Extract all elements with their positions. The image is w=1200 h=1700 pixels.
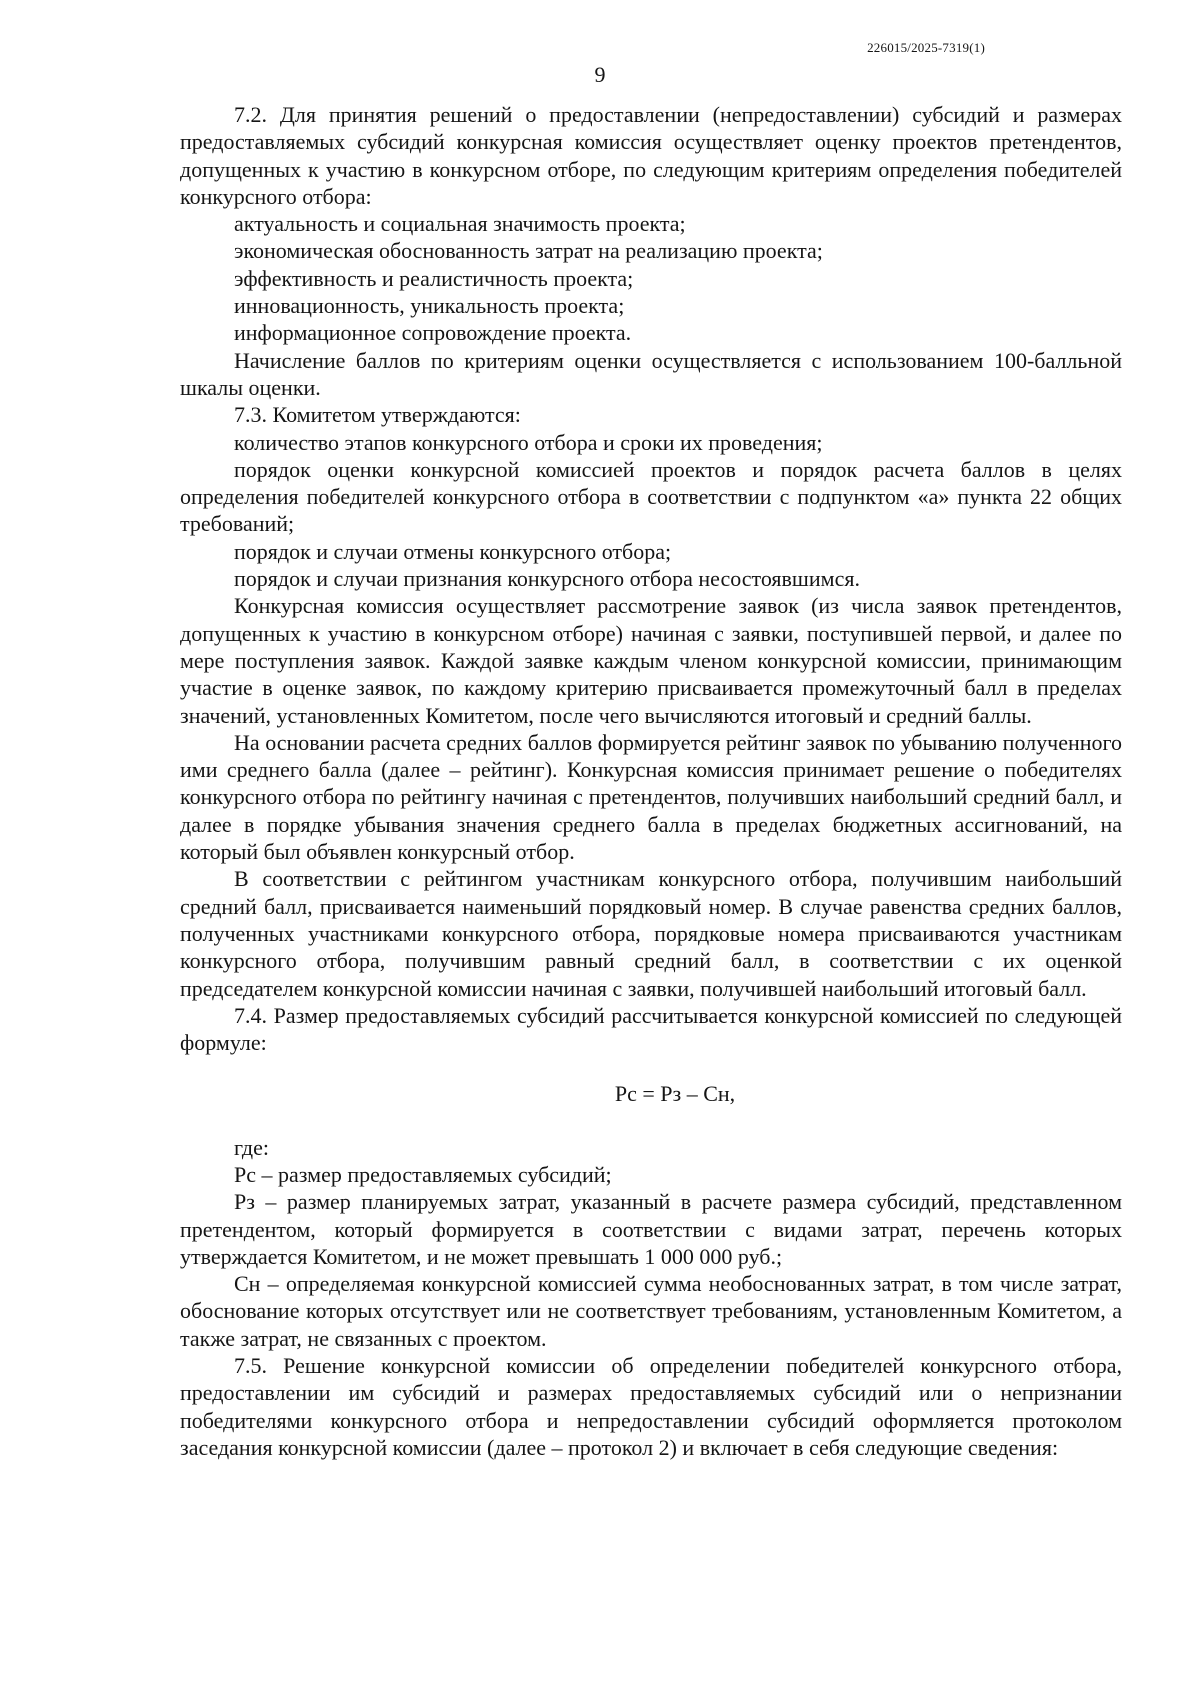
definition-item: Сн – определяемая конкурсной комиссией сумма необоснованных затрат, в том числе затрат, обоснование которых отсутствует или не соответствует требованиям, установленным Комитетом, а также затрат, не связанных с проектом. (180, 1271, 1122, 1351)
paragraph-7-5: 7.5. Решение конкурсной комиссии об определении победителей конкурсного отбора, предоставлении им субсидий и размерах предоставляемых субсидий или о непризнании победителями конкурсного отбора и непредоставлении субсидий оформляется протоколом заседания конкурсной комиссии (далее – протокол 2) и включает в себя следующие сведения: (180, 1353, 1122, 1460)
where-label: где: (234, 1134, 269, 1160)
definition-item: Рс – размер предоставляемых субсидий; (234, 1161, 612, 1187)
rating-paragraph: На основании расчета средних баллов формируется рейтинг заявок по убыванию полученного ими среднего балла (далее – рейтинг). Конкурсная комиссия принимает решение о победителях конкурсного отбора по рейтингу начиная с претендентов, получивших наибольший средний балл, и далее в порядке убывания значения среднего балла в пределах бюджетных ассигнований, на который был объявлен конкурсный отбор. (180, 729, 1122, 865)
definition-item: Рз – размер планируемых затрат, указанный в расчете размера субсидий, представленном претендентом, который формируется в соответствии с видами затрат, перечень которых утверждается Комитетом, и не может превышать 1 000 000 руб.; (180, 1189, 1122, 1269)
subsidy-formula: Рс = Рз – Сн, (614, 1081, 736, 1107)
paragraph-7-4-intro: 7.4. Размер предоставляемых субсидий рассчитывается конкурсной комиссией по следующей формуле: (180, 1002, 1122, 1056)
criterion-item: инновационность, уникальность проекта; (234, 293, 625, 319)
approved-item: количество этапов конкурсного отбора и сроки их проведения; (234, 429, 823, 455)
review-paragraph: Конкурсная комиссия осуществляет рассмотрение заявок (из числа заявок претендентов, допущенных к участию в конкурсном отборе) начиная с заявки, поступившей первой, и далее по мере поступления заявок. Каждой заявке каждым членом конкурсной комиссии, принимающим участие в оценке заявок, по каждому критерию присваивается промежуточный балл в пределах значений, установленных Комитетом, после чего вычисляются итоговый и средний баллы. (180, 593, 1122, 728)
approved-item: порядок и случаи отмены конкурсного отбора; (234, 538, 672, 564)
criterion-item: актуальность и социальная значимость проекта; (234, 211, 686, 237)
criterion-item: информационное сопровождение проекта. (234, 320, 632, 346)
scoring-paragraph: Начисление баллов по критериям оценки осуществляется с использованием 100-балльной шкалы оценки. (180, 347, 1122, 400)
paragraph-7-3-intro: 7.3. Комитетом утверждаются: (234, 402, 521, 428)
page-number: 9 (594, 62, 606, 87)
paragraph-7-2-intro: 7.2. Для принятия решений о предоставлении (непредоставлении) субсидий и размерах предоставляемых субсидий конкурсная комиссия осуществляет оценку проектов претендентов, допущенных к участию в конкурсном отборе, по следующим критериям определения победителей конкурсного отбора: (180, 102, 1122, 209)
approved-item: порядок и случаи признания конкурсного отбора несостоявшимся. (234, 566, 860, 592)
approved-item: порядок оценки конкурсной комиссией проектов и порядок расчета баллов в целях определения победителей конкурсного отбора в соответствии с подпунктом «а» пункта 22 общих требований; (180, 456, 1122, 537)
criterion-item: экономическая обоснованность затрат на реализацию проекта; (234, 238, 823, 264)
document-body (180, 101, 1122, 1461)
criterion-item: эффективность и реалистичность проекта; (234, 265, 634, 291)
numbering-paragraph: В соответствии с рейтингом участникам конкурсного отбора, получившим наибольший средний балл, присваивается наименьший порядковый номер. В случае равенства средних баллов, полученных участниками конкурсного отбора, порядковые номера присваиваются участникам конкурсного отбора, получившим равный средний балл, в соответствии с их оценкой председателем конкурсной комиссии начиная с заявки, получившей наибольший итоговый балл. (180, 866, 1122, 1001)
document-number: 226015/2025-7319(1) (867, 40, 985, 55)
